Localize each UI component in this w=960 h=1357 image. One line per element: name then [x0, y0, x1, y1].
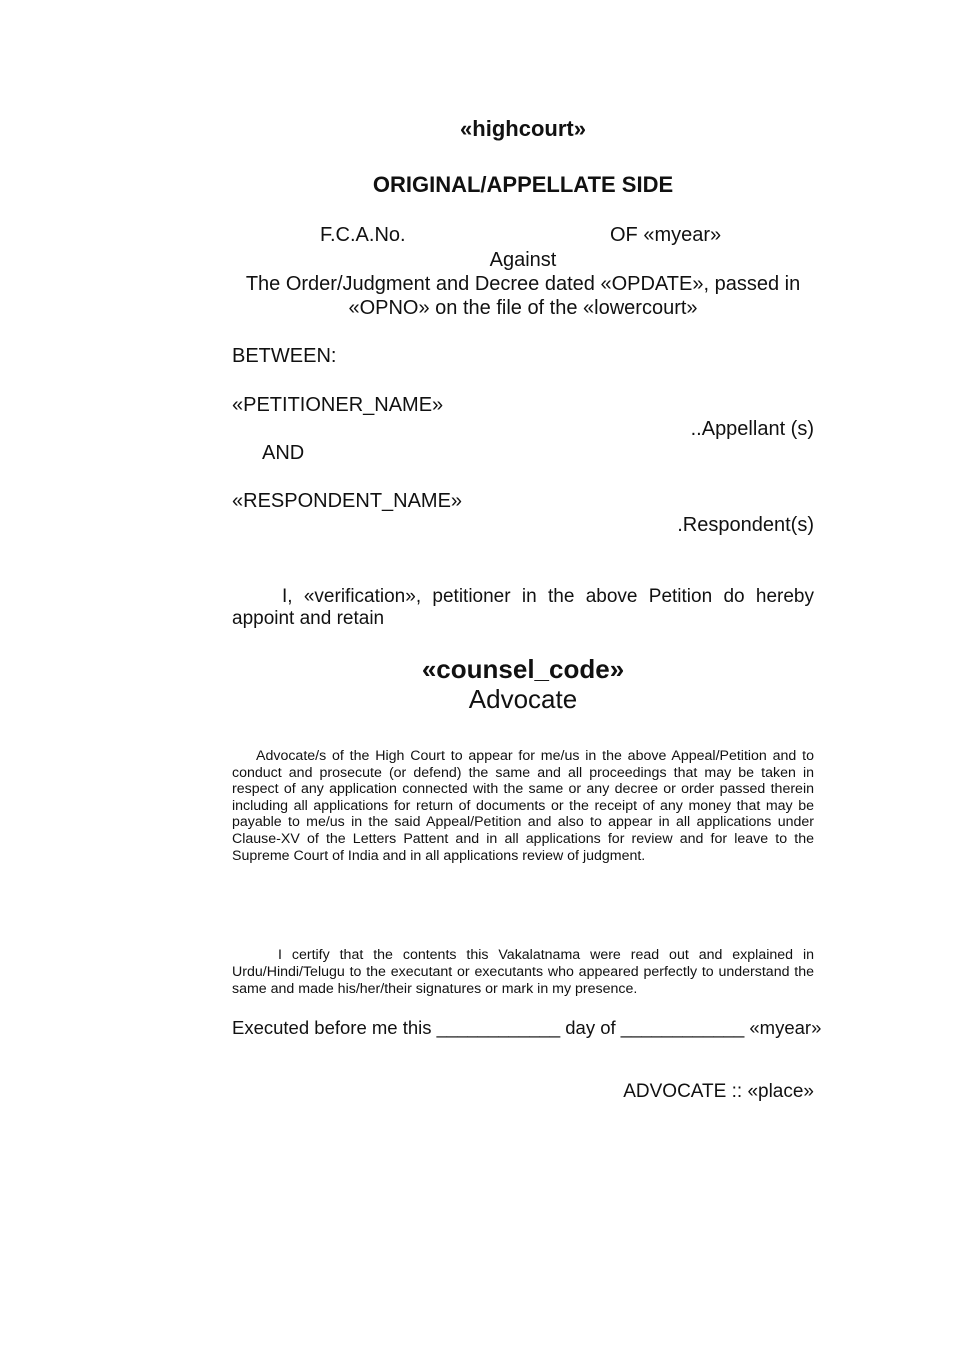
against-label: Against	[489, 249, 557, 271]
order-line-1: The Order/Judgment and Decree dated «OPDATE», passed in	[245, 273, 801, 295]
appoint-paragraph: I, «verification», petitioner in the above Petition do hereby appoint and retain	[232, 586, 814, 629]
side-title: ORIGINAL/APPELLATE SIDE	[372, 172, 674, 197]
certify-paragraph: I certify that the contents this Vakalatnama were read out and explained in Urdu/Hindi/Telugu to the executant or executants who appeared perfectly to understand the same and made his/her/their signatures or mark in my presence.	[232, 947, 814, 997]
advocate-signature-place: ADVOCATE :: «place»	[623, 1081, 814, 1102]
appellant-label: ..Appellant (s)	[690, 418, 814, 440]
between-label: BETWEEN:	[232, 345, 337, 367]
order-line-2: «OPNO» on the file of the «lowercourt»	[348, 297, 698, 319]
case-number-label: F.C.A.No.	[320, 224, 406, 246]
counsel-code: «counsel_code»	[421, 654, 625, 684]
respondent-label: .Respondent(s)	[677, 514, 814, 536]
executed-line: Executed before me this ____________ day of ____________ «myear»	[232, 1017, 822, 1038]
court-name: «highcourt»	[460, 116, 586, 141]
respondent-name: «RESPONDENT_NAME»	[232, 490, 463, 512]
advocate-title: Advocate	[468, 684, 578, 714]
case-year: OF «myear»	[610, 224, 722, 246]
petitioner-name: «PETITIONER_NAME»	[232, 394, 444, 416]
authority-paragraph: Advocate/s of the High Court to appear for me/us in the above Appeal/Petition and to conduct and prosecute (or defend) the same and all proceedings that may be taken in respect of any application connected with the same or any decree or order passed therein including all applications for return of documents or the receipt of any money that may be payable to me/us in the said Appeal/Petition and also to appear in all applications under Clause-XV of the Letters Pattent and in all applications for review and for leave to the Supreme Court of India and in all applications review of judgment.	[232, 748, 814, 864]
and-label: AND	[262, 442, 305, 464]
